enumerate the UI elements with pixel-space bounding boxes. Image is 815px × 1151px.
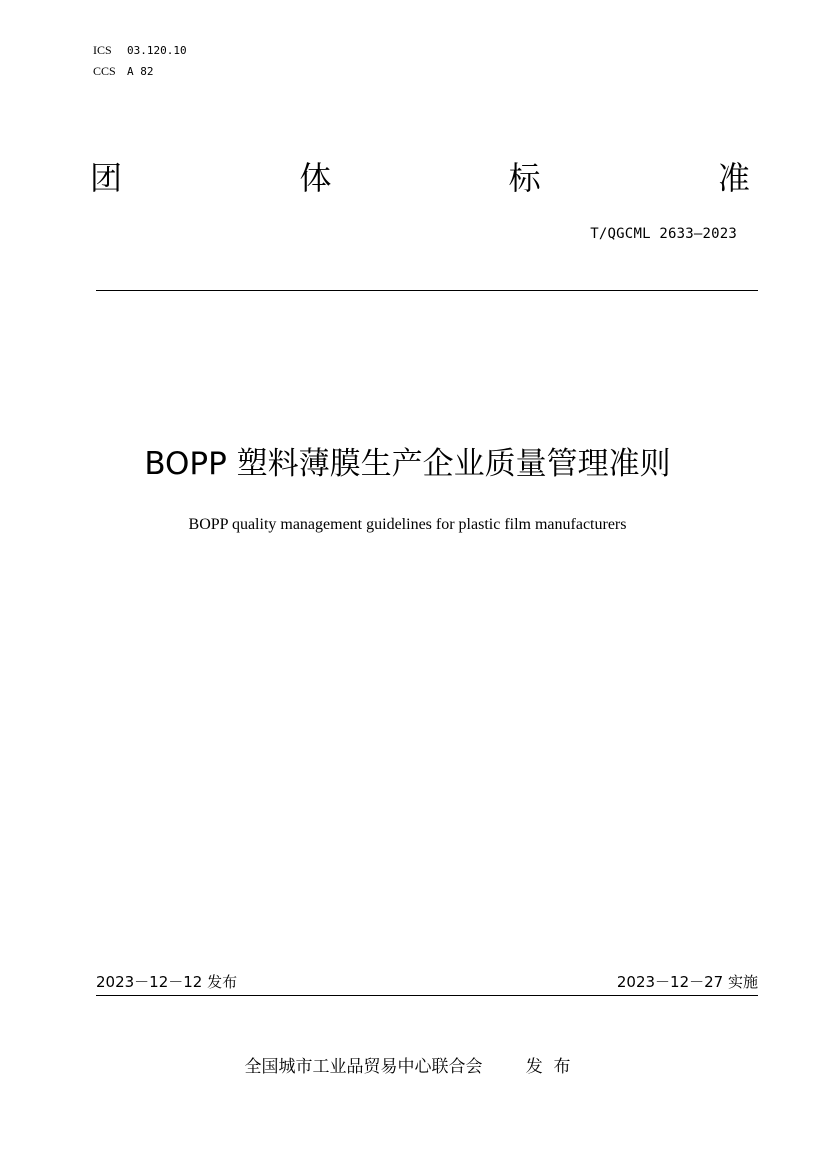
- standard-type-heading: [90, 156, 750, 200]
- release-date: 2023－12－12 发布: [96, 973, 238, 991]
- document-title-chinese: BOPP 塑料薄膜生产企业质量管理准则: [144, 446, 671, 482]
- publisher-gap: [482, 1057, 525, 1077]
- top-divider: [96, 290, 758, 291]
- bottom-divider: [96, 995, 758, 996]
- implementation-date: 2023－12－27 实施: [616, 973, 758, 991]
- ccs-value: A 82: [127, 65, 154, 78]
- standard-type-char: 准: [717, 159, 750, 197]
- ics-label: ICS: [93, 43, 112, 57]
- ics-value: 03.120.10: [127, 44, 187, 57]
- standard-type-char: 团: [90, 159, 123, 197]
- date-row: [96, 970, 758, 994]
- ccs-code-line: [93, 61, 187, 82]
- ccs-label: CCS: [93, 64, 116, 78]
- document-title-english: BOPP quality management guidelines for plastic film manufacturers: [188, 516, 627, 533]
- publisher-line: [0, 1052, 815, 1077]
- standard-number: T/QGCML 2633—2023: [590, 226, 737, 242]
- standard-type-char: 标: [508, 159, 541, 197]
- classification-codes: [93, 40, 187, 82]
- ics-code-line: [93, 40, 187, 61]
- standard-type-char: 体: [299, 159, 332, 197]
- publisher-name: 全国城市工业品贸易中心联合会: [244, 1057, 483, 1077]
- publish-action: 发 布: [525, 1057, 571, 1077]
